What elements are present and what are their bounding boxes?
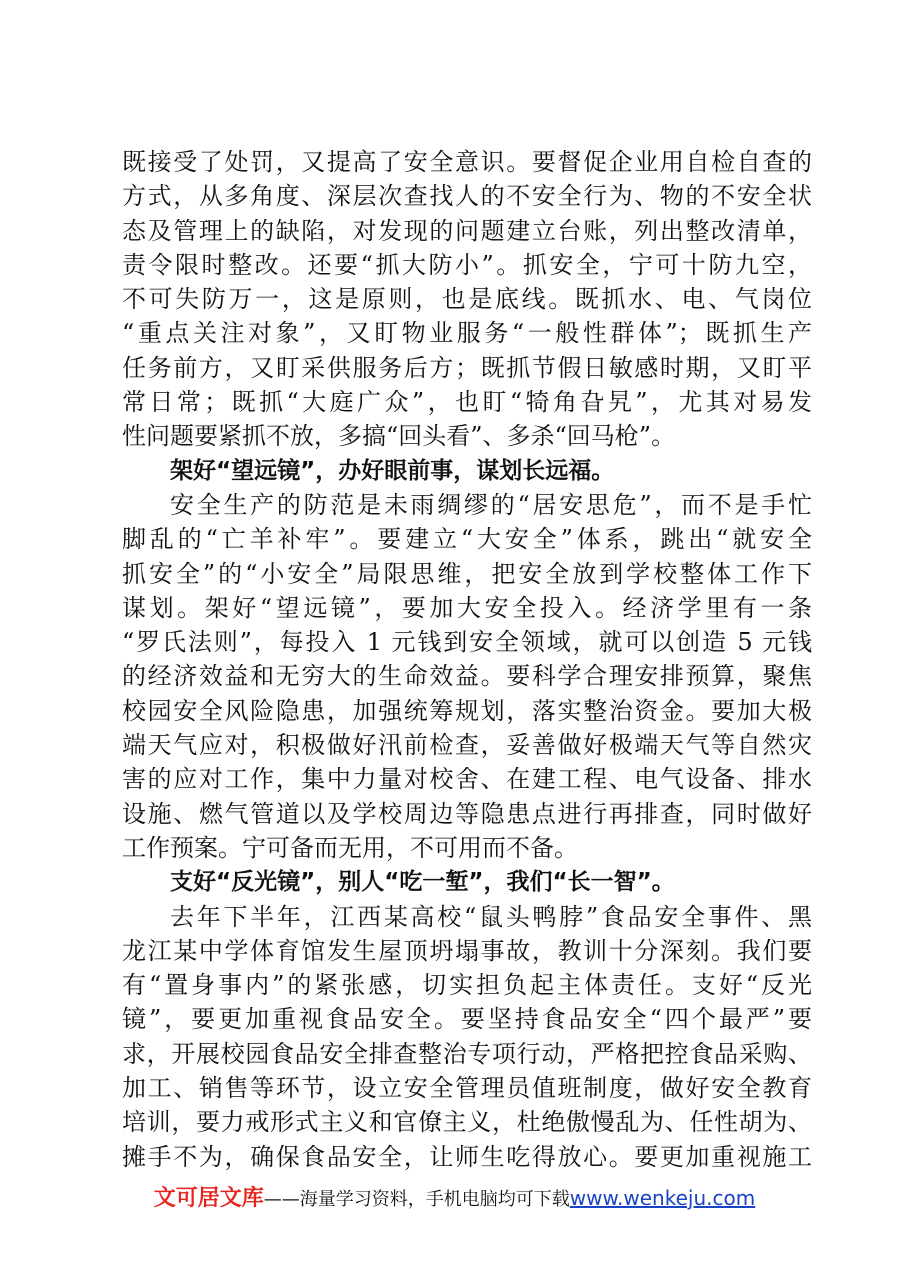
- text-line: 求，开展校园食品安全排查整治专项行动，严格把控食品采购、: [122, 1039, 812, 1068]
- text-line: 设施、燃气管道以及学校周边等隐患点进行再排查，同时做好: [122, 799, 812, 828]
- text-line: 既接受了处罚，又提高了安全意识。要督促企业用自检自查的: [122, 148, 812, 176]
- text-line: 脚乱的“亡羊补牢”。要建立“大安全”体系，跳出“就安全: [122, 525, 812, 554]
- text-line: 龙江某中学体育馆发生屋顶坍塌事故，教训十分深刻。我们要: [122, 936, 812, 965]
- section-heading: 架好“望远镜”，办好眼前事，谋划长远福。: [170, 457, 615, 484]
- text-line: 害的应对工作，集中力量对校舍、在建工程、电气设备、排水: [122, 765, 812, 794]
- text-line: 去年下半年，江西某高校“鼠头鸭脖”食品安全事件、黑: [170, 902, 812, 931]
- text-line: 培训，要力戒形式主义和官僚主义，杜绝傲慢乱为、任性胡为、: [122, 1108, 812, 1137]
- text-line: 态及管理上的缺陷，对发现的问题建立台账，列出整改清单，: [122, 216, 812, 245]
- text-line: 安全生产的防范是未雨绸缪的“居安思危”，而不是手忙: [170, 490, 812, 519]
- text-line: 不可失防万一，这是原则，也是底线。既抓水、电、气岗位: [122, 285, 812, 314]
- text-line: 端天气应对，积极做好汛前检查，妥善做好极端天气等自然灾: [122, 731, 812, 760]
- document-body: [122, 145, 812, 1174]
- text-line: 性问题要紧抓不放，多搞“回头看”、多杀“回马枪”。: [122, 422, 676, 451]
- footer-tagline: ——海量学习资料，手机电脑均可下载: [263, 1189, 570, 1210]
- text-line: 摊手不为，确保食品安全，让师生吃得放心。要更加重视施工: [122, 1142, 812, 1171]
- text-line: 镜”，要更加重视食品安全。要坚持食品安全“四个最严”要: [122, 1005, 812, 1034]
- text-line: 任务前方，又盯采供服务后方；既抓节假日敏感时期，又盯平: [122, 353, 812, 382]
- text-line: 的经济效益和无穷大的生命效益。要科学合理安排预算，聚焦: [122, 662, 812, 691]
- text-line: 加工、销售等环节，设立安全管理员值班制度，做好安全教育: [122, 1074, 812, 1103]
- section-heading: 支好“反光镜”，别人“吃一堑”，我们“长一智”。: [170, 869, 675, 896]
- text-line: 工作预案。宁可备而无用，不可用而不备。: [122, 833, 578, 862]
- footer-link[interactable]: www.wenkeju.com: [569, 1186, 756, 1210]
- text-line: 校园安全风险隐患，加强统筹规划，落实整治资金。要加大极: [122, 696, 812, 725]
- text-line: 谋划。架好“望远镜”，要加大安全投入。经济学里有一条: [122, 593, 812, 622]
- text-line: 责令限时整改。还要“抓大防小”。抓安全，宁可十防九空，: [122, 250, 812, 279]
- text-line: 有“置身事内”的紧张感，切实担负起主体责任。支好“反光: [122, 971, 812, 1000]
- page-footer: [0, 1181, 909, 1212]
- text-line: 方式，从多角度、深层次查找人的不安全行为、物的不安全状: [122, 182, 812, 211]
- text-line: “罗氏法则”，每投入 1 元钱到安全领域，就可以创造 5 元钱: [122, 628, 812, 657]
- footer-brand: 文可居文库: [153, 1186, 264, 1211]
- text-line: “重点关注对象”，又盯物业服务“一般性群体”；既抓生产: [122, 319, 812, 348]
- text-line: 常日常；既抓“大庭广众”，也盯“犄角旮旯”，尤其对易发: [122, 388, 812, 417]
- text-line: 抓安全”的“小安全”局限思维，把安全放到学校整体工作下: [122, 559, 812, 588]
